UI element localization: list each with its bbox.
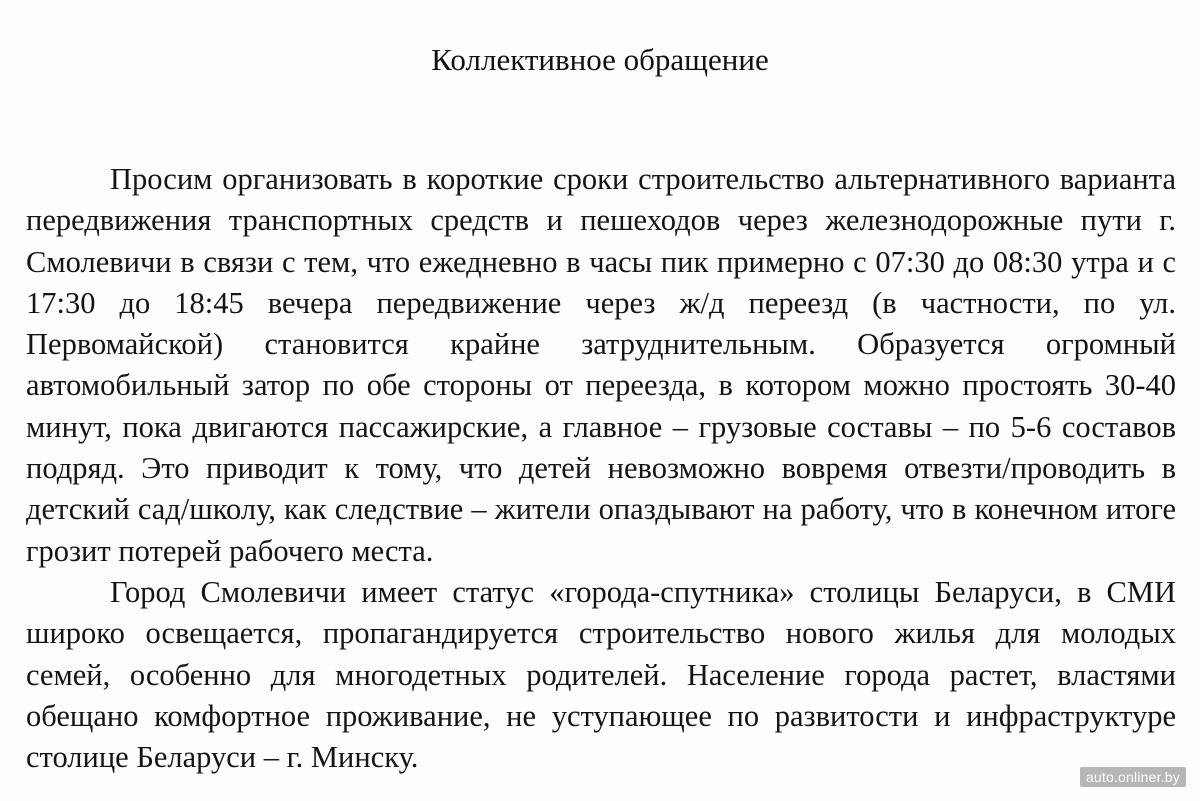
document-body <box>26 159 1176 778</box>
document-title: Коллективное обращение <box>431 42 769 77</box>
paragraph-2: Город Смолевичи имеет статус «города-спутника» столицы Беларуси, в СМИ широко освещается, пропагандируется строительство нового жилья для молодых семей, особенно для многодетных родителей. Население города растет, властями обещано комфортное проживание, не уступающее по развитости и инфраструктуре столице Беларуси – г. Минску. <box>26 574 1176 775</box>
cut-off-next-line <box>700 794 1120 801</box>
source-watermark: auto.onliner.by <box>1080 767 1186 787</box>
paragraph-1: Просим организовать в короткие сроки строительство альтернативного варианта передвижения транспортных средств и пешеходов через железнодорожные пути г. Смолевичи в связи с тем, что ежедневно в часы пик примерно с 07:30 до 08:30 утра и с 17:30 до 18:45 вечера передвижение через ж/д переезд (в частности, по ул. Первомайской) становится крайне затруднительным. Образуется огромный автомобильный затор по обе стороны от переезда, в котором можно простоять 30-40 минут, пока двигаются пассажирские, а главное – грузовые составы – по 5-6 составов подряд. Это приводит к тому, что детей невозможно вовремя отвезти/проводить в детский сад/школу, как следствие – жители опаздывают на работу, что в конечном итоге грозит потерей рабочего места. <box>26 162 1176 568</box>
